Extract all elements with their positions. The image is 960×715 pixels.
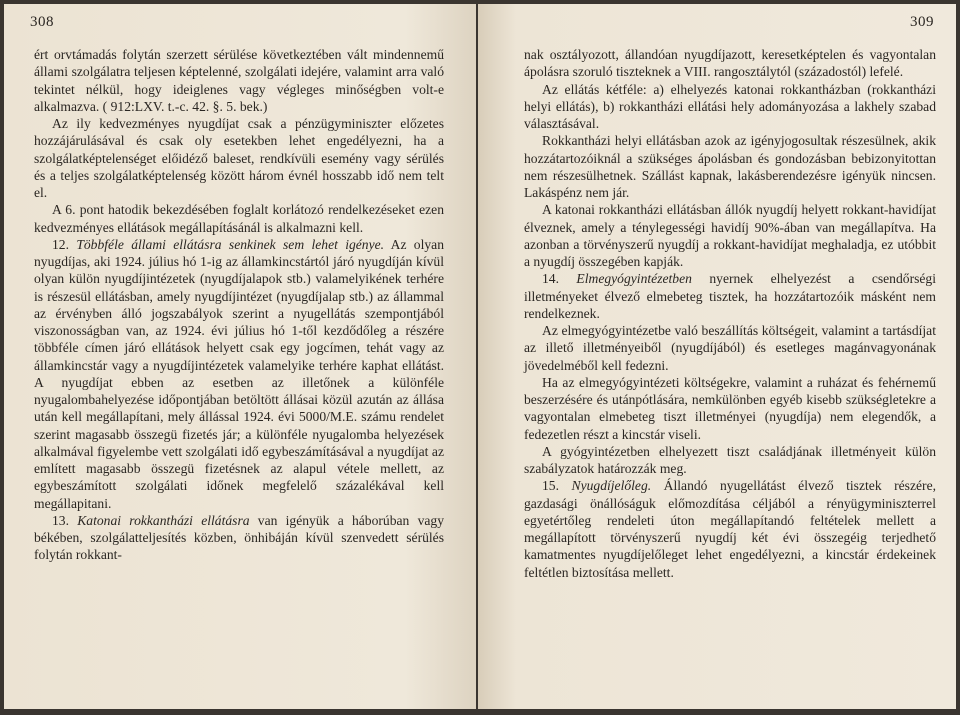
paragraph: Rokkantházi helyi ellátásban azok az igényjogosultak részesülnek, akik hozzátartozóiknál a szükséges ápolásban és gondozásban bebizonyitottan nem részesülhetnek. Szállást kapnak, lakásberendezésre igényük nincsen. Lakáspénz nem jár. — [524, 133, 936, 200]
page-number: 309 — [910, 14, 934, 30]
paragraph: ért orvtámadás folytán szerzett sérülése következtében vált mindennemű állami szolgálatra teljesen képtelenné, szolgálati idejére, valamint arra való tekintet nélkül, hogy ideiglenes vagy végleges minőségben volt-e alkalmazva. ( 912:LXV. t.-c. 42. §. 5. bek.) — [34, 47, 444, 114]
paragraph: A 6. pont hatodik bekezdésében foglalt korlátozó rendelkezéseket ezen kedvezményes ellátások megállapításánál is alkalmazni kell. — [34, 202, 444, 235]
paragraph: Az ellátás kétféle: a) elhelyezés katonai rokkantházban (rokkantházi helyi ellátás), b) rokkantházi ellátási hely adományozása a lakhely szabad választásával. — [524, 81, 936, 131]
paragraph: Ha az elmegyógyintézeti költségekre, valamint a ruházat és fehérnemű beszerzésére és utánpótlására, nemkülönben egyéb kisebb szükségletekre a vagyontalan elmebeteg tiszt illetményei (nyugdíja) nem elegendők, a fedezetlen részt a kincstár viseli. — [524, 374, 936, 442]
paragraph: 15. Nyugdíjelőleg. Állandó nyugellátást élvező tisztek részére, gazdasági önállóságuk előmozdítása céljából a rényügyminiszterrel egyetértőleg rendeleti úton megállapítandó feltételek mellett a megállapított törvényszerű nyugdíj két évi összegéig terjedhető kamatmentes nyugdíjelőleget lehet engedélyezni, a kincstár érdekeinek feltétlen biztosítása mellett. — [524, 478, 936, 580]
section-heading: Elmegyógyintézetben — [576, 271, 692, 287]
left-page — [4, 4, 476, 709]
left-text-block — [34, 46, 444, 564]
section-heading: Többféle állami ellátásra senkinek sem lehet igénye. — [76, 236, 385, 252]
paragraph: nak osztályozott, állandóan nyugdíjazott, keresetképtelen és vagyontalan ápolásra szoruló tiszteknek a VIII. rangosztálytól (századostól) lefelé. — [524, 47, 936, 80]
right-page — [478, 4, 956, 709]
paragraph: Az ily kedvezményes nyugdíjat csak a pénzügyminiszter előzetes hozzájárulásával és csak oly esetekben lehet engedélyezni, ha a szolgálatképtelenséget előidéző baleset, rendkívüli esemény vagy sérülés és a teljes szolgálatképtelenség között három évnél hosszabb idő nem telt el. — [34, 116, 444, 200]
paragraph: Az elmegyógyintézetbe való beszállítás költségeit, valamint a tartásdíjat az illető illetményeiből (nyugdíjából) és esetleges magánvagyonának jövedelméből kell fedezni. — [524, 323, 936, 373]
paragraph: 13. Katonai rokkantházi ellátásra van igényük a háborúban vagy békében, szolgálatteljesítés közben, önhibáján kívül szenvedett sérülés folytán rokkant- — [34, 512, 445, 563]
paragraph: 14. Elmegyógyintézetben nyernek elhelyezést a csendőrségi illetményeket élvező elmebeteg tisztek, ha hozzátartozóik másként nem rendelkeznek. — [524, 271, 937, 321]
paragraph: A gyógyintézetben elhelyezett tiszt családjának illetményeit külön szabályzatok határozzák meg. — [524, 443, 936, 476]
section-heading: Katonai rokkantházi ellátásra — [77, 512, 250, 528]
page-number: 308 — [30, 14, 54, 30]
paragraph: A katonai rokkantházi ellátásban állók nyugdíj helyett rokkant-havidíjat élveznek, amely a ténylegességi havidíj 90%-ában van megállapítva. Ha azonban a törvényszerű nyugdíj a rokkant-havidíjat meghaladja, ez utóbbit a nyugdíj összegében kapják. — [524, 202, 936, 269]
paragraph: 12. Többféle állami ellátásra senkinek sem lehet igénye. Az olyan nyugdíjas, aki 1924. július hó 1-ig az államkincstártól járó nyugdíján kívül olyan külön nyugdíjintézetek (nyugdíjalapok stb.) valamelyikének terhére is részesül ellátásban, amely nyugdíjintézet (nyugdíjalap stb.) az állammal az érvényben álló jogszabályok szerint a nyugellátás szempontjából viszonosságban van, az 1924. évi július hó 1-től kezdődőleg a részére többféle címen járó ellátások helyett csak egy jogcímen, tehát vagy az államkincstár vagy a nyugdíjintézetek valamelyike terhére kaphat ellátást. A nyugdíjat ebben az esetben az illetőnek a különféle nyugalombahelyezése időpontjában betöltött állásai közül azután az állása után kell megállapítani, mely állással 1924. évi 5000/M.E. számu rendelet szerint magasabb összegü fizetés jár; a különféle nyugalomba helyezések alkalmával figyelembe vett szolgálati idő egybeszámításával a nyugdíjat az említett magasabb összegü fizetésnek az alapul vétele mellett, az egybeszámított szolgálati időnek megfelelő százalékával kell megállapitani. — [34, 236, 445, 511]
right-text-block — [524, 46, 936, 581]
section-heading: Nyugdíjelőleg. — [571, 478, 652, 494]
